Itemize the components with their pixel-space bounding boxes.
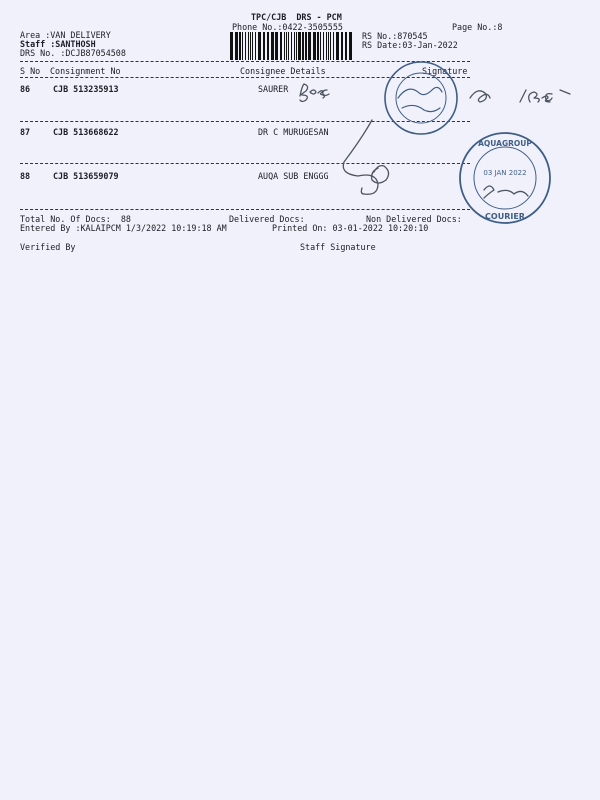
row-sno: 87 — [20, 127, 31, 137]
row-consignment: CJB 513235913 — [53, 84, 119, 94]
column-header-signature: Signature — [422, 66, 468, 76]
page-number: Page No.:8 — [452, 22, 503, 32]
row-sno: 88 — [20, 171, 31, 181]
row-consignee: SAURER — [258, 84, 289, 94]
row-consignee: AUQA SUB ENGGG — [258, 171, 329, 181]
verified-by: Verified By — [20, 242, 76, 252]
phone-number: Phone No.:0422-3505555 — [232, 22, 343, 32]
non-delivered-docs: Non Delivered Docs: — [366, 214, 462, 224]
column-header-consignee: Consignee Details — [240, 66, 326, 76]
entered-by: Entered By :KALAIPCM 1/3/2022 10:19:18 AM — [20, 223, 227, 233]
handwritten-signature — [300, 84, 329, 102]
delivered-docs: Delivered Docs: — [229, 214, 305, 224]
document-title: TPC/CJB DRS - PCM — [251, 12, 342, 22]
printed-on: Printed On: 03-01-2022 10:20:10 — [272, 223, 429, 233]
row-sno: 86 — [20, 84, 31, 94]
rs-number: RS No.:870545 — [362, 31, 428, 41]
rs-date: RS Date:03-Jan-2022 — [362, 40, 458, 50]
handwritten-signature — [343, 120, 388, 194]
handwritten-signature — [470, 91, 490, 102]
drs-number: DRS No. :DCJB87054508 — [20, 48, 126, 58]
total-docs: Total No. Of Docs: 88 — [20, 214, 131, 224]
courier-stamp — [460, 133, 550, 223]
row-consignee: DR C MURUGESAN — [258, 127, 329, 137]
area-label: Area :VAN DELIVERY — [20, 30, 111, 40]
column-header-consignment: Consignment No — [50, 66, 121, 76]
stamp-date: 03 JAN 2022 — [483, 169, 527, 177]
row-consignment: CJB 513668622 — [53, 127, 119, 137]
handwritten-signature — [520, 90, 570, 102]
stamp-top-text: AQUAGROUP — [478, 139, 532, 148]
staff-label: Staff :SANTHOSH — [20, 39, 96, 49]
staff-signature: Staff Signature — [300, 242, 376, 252]
row-consignment: CJB 513659079 — [53, 171, 119, 181]
stamp-bottom-text: COURIER — [485, 212, 525, 221]
column-header-sno: S No — [20, 66, 41, 76]
company-seal-stamp — [385, 62, 457, 134]
